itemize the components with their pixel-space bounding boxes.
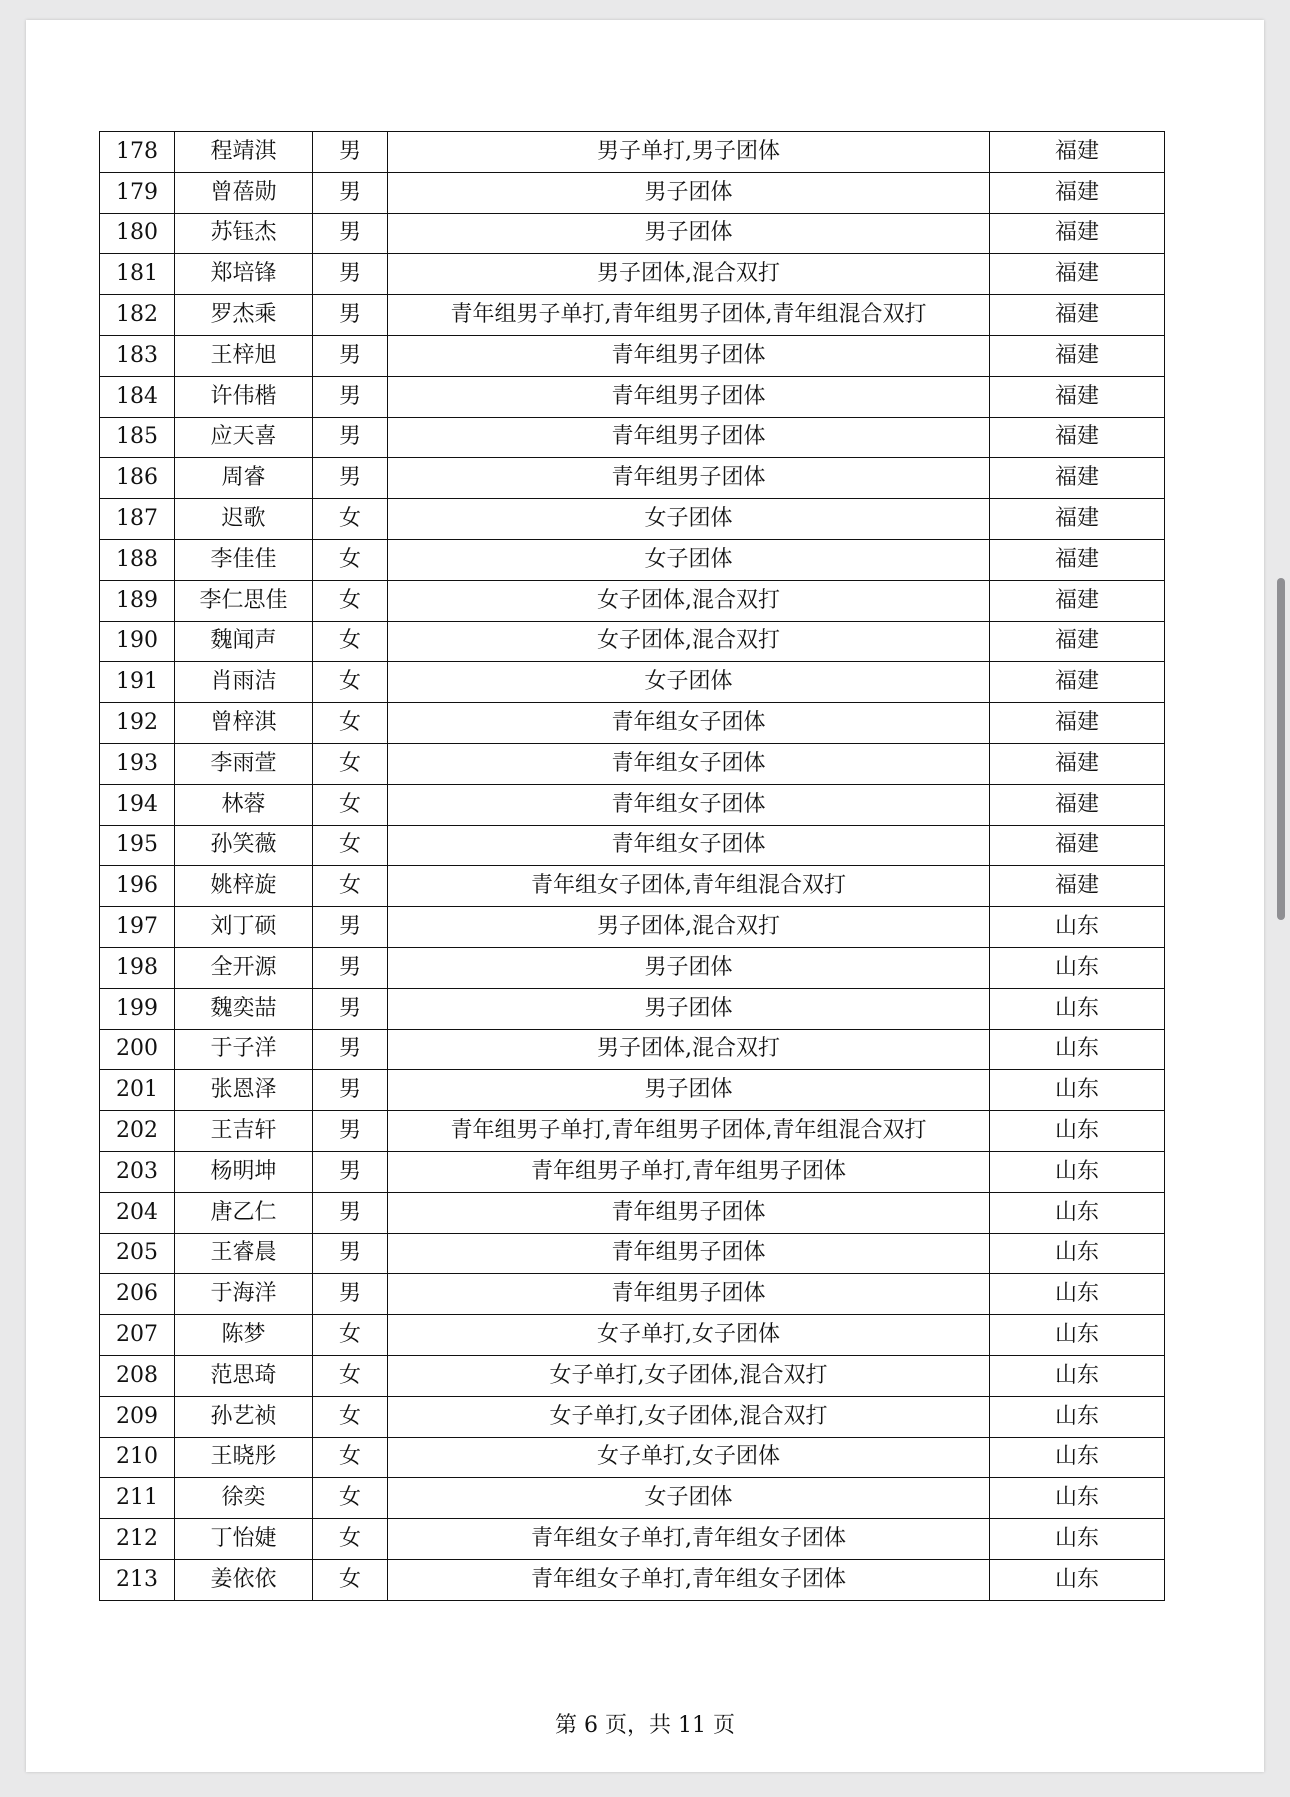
athlete-events-cell: 青年组女子团体 (388, 825, 990, 866)
athlete-number-cell: 194 (100, 784, 175, 825)
athlete-province-cell: 福建 (990, 539, 1165, 580)
athlete-name-cell: 王晓彤 (175, 1437, 313, 1478)
athlete-number-cell: 178 (100, 132, 175, 173)
athlete-gender-cell: 女 (313, 1559, 388, 1600)
athlete-number-cell: 190 (100, 621, 175, 662)
athlete-province-cell: 福建 (990, 335, 1165, 376)
athlete-events-cell: 男子单打,男子团体 (388, 132, 990, 173)
athlete-number-cell: 191 (100, 662, 175, 703)
athlete-events-cell: 女子单打,女子团体 (388, 1315, 990, 1356)
table-row (100, 1233, 1165, 1274)
athlete-number-cell: 202 (100, 1111, 175, 1152)
athlete-number-cell: 181 (100, 254, 175, 295)
athlete-province-cell: 福建 (990, 132, 1165, 173)
athlete-events-cell: 男子团体,混合双打 (388, 254, 990, 295)
athlete-name-cell: 王梓旭 (175, 335, 313, 376)
athlete-events-cell: 青年组男子单打,青年组男子团体,青年组混合双打 (388, 295, 990, 336)
athlete-gender-cell: 男 (313, 1274, 388, 1315)
athlete-number-cell: 213 (100, 1559, 175, 1600)
athlete-events-cell: 青年组女子单打,青年组女子团体 (388, 1559, 990, 1600)
table-row (100, 947, 1165, 988)
athlete-province-cell: 山东 (990, 988, 1165, 1029)
athlete-name-cell: 肖雨洁 (175, 662, 313, 703)
athlete-name-cell: 王睿晨 (175, 1233, 313, 1274)
athlete-name-cell: 张恩泽 (175, 1070, 313, 1111)
athlete-gender-cell: 女 (313, 703, 388, 744)
athlete-events-cell: 青年组男子团体 (388, 458, 990, 499)
athlete-gender-cell: 男 (313, 1070, 388, 1111)
athlete-province-cell: 山东 (990, 1559, 1165, 1600)
athlete-number-cell: 205 (100, 1233, 175, 1274)
athlete-province-cell: 福建 (990, 580, 1165, 621)
athlete-gender-cell: 男 (313, 172, 388, 213)
table-row (100, 1192, 1165, 1233)
athlete-gender-cell: 女 (313, 621, 388, 662)
athlete-province-cell: 福建 (990, 662, 1165, 703)
athlete-events-cell: 男子团体 (388, 1070, 990, 1111)
athlete-gender-cell: 男 (313, 132, 388, 173)
athlete-name-cell: 曾蓓勋 (175, 172, 313, 213)
athlete-events-cell: 青年组男子单打,青年组男子团体,青年组混合双打 (388, 1111, 990, 1152)
athlete-number-cell: 195 (100, 825, 175, 866)
athlete-name-cell: 徐奕 (175, 1478, 313, 1519)
athlete-number-cell: 207 (100, 1315, 175, 1356)
table-row (100, 376, 1165, 417)
athlete-name-cell: 周睿 (175, 458, 313, 499)
athlete-events-cell: 男子团体 (388, 172, 990, 213)
athlete-province-cell: 福建 (990, 499, 1165, 540)
athlete-gender-cell: 男 (313, 907, 388, 948)
athlete-name-cell: 迟歌 (175, 499, 313, 540)
athlete-name-cell: 魏奕喆 (175, 988, 313, 1029)
athlete-name-cell: 林蓉 (175, 784, 313, 825)
athlete-name-cell: 郑培锋 (175, 254, 313, 295)
athlete-name-cell: 曾梓淇 (175, 703, 313, 744)
athlete-province-cell: 福建 (990, 825, 1165, 866)
athlete-gender-cell: 男 (313, 295, 388, 336)
athlete-province-cell: 山东 (990, 1029, 1165, 1070)
athlete-province-cell: 福建 (990, 254, 1165, 295)
table-row (100, 458, 1165, 499)
athlete-name-cell: 应天喜 (175, 417, 313, 458)
table-row (100, 1029, 1165, 1070)
athlete-gender-cell: 女 (313, 1355, 388, 1396)
athlete-gender-cell: 男 (313, 1111, 388, 1152)
athlete-province-cell: 福建 (990, 784, 1165, 825)
athlete-name-cell: 李雨萱 (175, 743, 313, 784)
athlete-province-cell: 福建 (990, 458, 1165, 499)
table-row (100, 1315, 1165, 1356)
athlete-province-cell: 山东 (990, 1478, 1165, 1519)
athlete-number-cell: 192 (100, 703, 175, 744)
athlete-gender-cell: 女 (313, 825, 388, 866)
athlete-name-cell: 丁怡婕 (175, 1519, 313, 1560)
table-row (100, 1478, 1165, 1519)
table-row (100, 295, 1165, 336)
athlete-province-cell: 福建 (990, 172, 1165, 213)
athlete-name-cell: 李佳佳 (175, 539, 313, 580)
athlete-province-cell: 山东 (990, 1151, 1165, 1192)
athlete-number-cell: 201 (100, 1070, 175, 1111)
athlete-gender-cell: 男 (313, 254, 388, 295)
table-row (100, 784, 1165, 825)
athlete-events-cell: 男子团体,混合双打 (388, 1029, 990, 1070)
athlete-gender-cell: 女 (313, 784, 388, 825)
athlete-table (99, 131, 1165, 1601)
athlete-gender-cell: 女 (313, 1396, 388, 1437)
table-row (100, 662, 1165, 703)
athlete-name-cell: 许伟楷 (175, 376, 313, 417)
athlete-events-cell: 女子单打,女子团体,混合双打 (388, 1396, 990, 1437)
athlete-number-cell: 193 (100, 743, 175, 784)
athlete-events-cell: 青年组男子团体 (388, 1233, 990, 1274)
athlete-events-cell: 青年组男子团体 (388, 335, 990, 376)
athlete-gender-cell: 女 (313, 1478, 388, 1519)
table-row (100, 907, 1165, 948)
athlete-number-cell: 182 (100, 295, 175, 336)
athlete-number-cell: 210 (100, 1437, 175, 1478)
athlete-gender-cell: 女 (313, 743, 388, 784)
athlete-province-cell: 福建 (990, 417, 1165, 458)
athlete-province-cell: 山东 (990, 1070, 1165, 1111)
athlete-name-cell: 孙笑薇 (175, 825, 313, 866)
athlete-events-cell: 女子团体 (388, 662, 990, 703)
athlete-gender-cell: 男 (313, 1029, 388, 1070)
athlete-name-cell: 范思琦 (175, 1355, 313, 1396)
athlete-number-cell: 188 (100, 539, 175, 580)
athlete-name-cell: 苏钰杰 (175, 213, 313, 254)
athlete-province-cell: 福建 (990, 703, 1165, 744)
athlete-events-cell: 青年组男子团体 (388, 417, 990, 458)
athlete-name-cell: 唐乙仁 (175, 1192, 313, 1233)
table-row (100, 1111, 1165, 1152)
table-row (100, 132, 1165, 173)
athlete-name-cell: 陈梦 (175, 1315, 313, 1356)
athlete-events-cell: 青年组女子单打,青年组女子团体 (388, 1519, 990, 1560)
table-row (100, 1396, 1165, 1437)
athlete-gender-cell: 女 (313, 539, 388, 580)
athlete-gender-cell: 女 (313, 866, 388, 907)
athlete-events-cell: 女子团体 (388, 499, 990, 540)
athlete-events-cell: 青年组女子团体,青年组混合双打 (388, 866, 990, 907)
table-row (100, 213, 1165, 254)
athlete-events-cell: 女子团体,混合双打 (388, 580, 990, 621)
athlete-gender-cell: 男 (313, 213, 388, 254)
athlete-name-cell: 魏闻声 (175, 621, 313, 662)
athlete-events-cell: 青年组女子团体 (388, 703, 990, 744)
page-footer: 第 6 页，共 11 页 (555, 1713, 735, 1738)
document-page (26, 20, 1264, 1772)
athlete-gender-cell: 女 (313, 580, 388, 621)
table-row (100, 1274, 1165, 1315)
athlete-table-body (100, 132, 1165, 1601)
table-row (100, 499, 1165, 540)
athlete-name-cell: 全开源 (175, 947, 313, 988)
athlete-name-cell: 于子洋 (175, 1029, 313, 1070)
athlete-name-cell: 姜依依 (175, 1559, 313, 1600)
athlete-number-cell: 189 (100, 580, 175, 621)
athlete-province-cell: 福建 (990, 621, 1165, 662)
athlete-province-cell: 山东 (990, 1519, 1165, 1560)
athlete-name-cell: 杨明坤 (175, 1151, 313, 1192)
athlete-number-cell: 184 (100, 376, 175, 417)
athlete-province-cell: 山东 (990, 1355, 1165, 1396)
athlete-number-cell: 196 (100, 866, 175, 907)
athlete-number-cell: 199 (100, 988, 175, 1029)
athlete-events-cell: 青年组女子团体 (388, 784, 990, 825)
athlete-province-cell: 山东 (990, 1274, 1165, 1315)
athlete-number-cell: 180 (100, 213, 175, 254)
athlete-gender-cell: 男 (313, 947, 388, 988)
athlete-gender-cell: 女 (313, 1315, 388, 1356)
table-row (100, 743, 1165, 784)
athlete-gender-cell: 女 (313, 662, 388, 703)
athlete-events-cell: 女子团体 (388, 1478, 990, 1519)
table-row (100, 1519, 1165, 1560)
table-row (100, 1070, 1165, 1111)
athlete-number-cell: 204 (100, 1192, 175, 1233)
athlete-province-cell: 山东 (990, 1437, 1165, 1478)
athlete-province-cell: 山东 (990, 1233, 1165, 1274)
athlete-gender-cell: 男 (313, 1233, 388, 1274)
vertical-scrollbar[interactable] (1277, 578, 1285, 920)
athlete-events-cell: 女子单打,女子团体 (388, 1437, 990, 1478)
athlete-gender-cell: 女 (313, 499, 388, 540)
athlete-gender-cell: 女 (313, 1437, 388, 1478)
athlete-number-cell: 198 (100, 947, 175, 988)
athlete-gender-cell: 男 (313, 1192, 388, 1233)
athlete-number-cell: 200 (100, 1029, 175, 1070)
athlete-name-cell: 罗杰乘 (175, 295, 313, 336)
athlete-number-cell: 208 (100, 1355, 175, 1396)
athlete-number-cell: 206 (100, 1274, 175, 1315)
athlete-name-cell: 于海洋 (175, 1274, 313, 1315)
athlete-province-cell: 山东 (990, 907, 1165, 948)
table-row (100, 1559, 1165, 1600)
athlete-gender-cell: 女 (313, 1519, 388, 1560)
athlete-events-cell: 女子团体 (388, 539, 990, 580)
athlete-events-cell: 男子团体,混合双打 (388, 907, 990, 948)
table-row (100, 335, 1165, 376)
athlete-events-cell: 女子单打,女子团体,混合双打 (388, 1355, 990, 1396)
athlete-gender-cell: 男 (313, 1151, 388, 1192)
table-row (100, 539, 1165, 580)
athlete-province-cell: 福建 (990, 213, 1165, 254)
athlete-name-cell: 孙艺祯 (175, 1396, 313, 1437)
athlete-number-cell: 183 (100, 335, 175, 376)
athlete-gender-cell: 男 (313, 417, 388, 458)
athlete-province-cell: 山东 (990, 947, 1165, 988)
athlete-province-cell: 福建 (990, 866, 1165, 907)
athlete-number-cell: 212 (100, 1519, 175, 1560)
athlete-name-cell: 程靖淇 (175, 132, 313, 173)
athlete-number-cell: 209 (100, 1396, 175, 1437)
athlete-number-cell: 179 (100, 172, 175, 213)
athlete-province-cell: 山东 (990, 1396, 1165, 1437)
table-row (100, 866, 1165, 907)
athlete-name-cell: 王吉轩 (175, 1111, 313, 1152)
athlete-events-cell: 男子团体 (388, 947, 990, 988)
athlete-gender-cell: 男 (313, 458, 388, 499)
athlete-events-cell: 青年组男子团体 (388, 376, 990, 417)
athlete-gender-cell: 男 (313, 988, 388, 1029)
athlete-events-cell: 男子团体 (388, 988, 990, 1029)
athlete-province-cell: 福建 (990, 295, 1165, 336)
athlete-number-cell: 197 (100, 907, 175, 948)
athlete-gender-cell: 男 (313, 376, 388, 417)
table-row (100, 172, 1165, 213)
table-row (100, 621, 1165, 662)
athlete-name-cell: 李仁思佳 (175, 580, 313, 621)
athlete-events-cell: 青年组女子团体 (388, 743, 990, 784)
athlete-province-cell: 福建 (990, 743, 1165, 784)
athlete-events-cell: 青年组男子团体 (388, 1192, 990, 1233)
athlete-province-cell: 福建 (990, 376, 1165, 417)
athlete-name-cell: 刘丁硕 (175, 907, 313, 948)
athlete-province-cell: 山东 (990, 1315, 1165, 1356)
athlete-province-cell: 山东 (990, 1192, 1165, 1233)
athlete-province-cell: 山东 (990, 1111, 1165, 1152)
athlete-number-cell: 187 (100, 499, 175, 540)
table-row (100, 703, 1165, 744)
athlete-events-cell: 青年组男子团体 (388, 1274, 990, 1315)
athlete-events-cell: 男子团体 (388, 213, 990, 254)
athlete-number-cell: 203 (100, 1151, 175, 1192)
table-row (100, 988, 1165, 1029)
athlete-number-cell: 211 (100, 1478, 175, 1519)
athlete-number-cell: 186 (100, 458, 175, 499)
table-row (100, 580, 1165, 621)
table-row (100, 254, 1165, 295)
athlete-events-cell: 女子团体,混合双打 (388, 621, 990, 662)
athlete-name-cell: 姚梓旋 (175, 866, 313, 907)
athlete-events-cell: 青年组男子单打,青年组男子团体 (388, 1151, 990, 1192)
athlete-number-cell: 185 (100, 417, 175, 458)
table-row (100, 417, 1165, 458)
table-row (100, 1437, 1165, 1478)
athlete-gender-cell: 男 (313, 335, 388, 376)
table-row (100, 825, 1165, 866)
table-row (100, 1151, 1165, 1192)
table-row (100, 1355, 1165, 1396)
